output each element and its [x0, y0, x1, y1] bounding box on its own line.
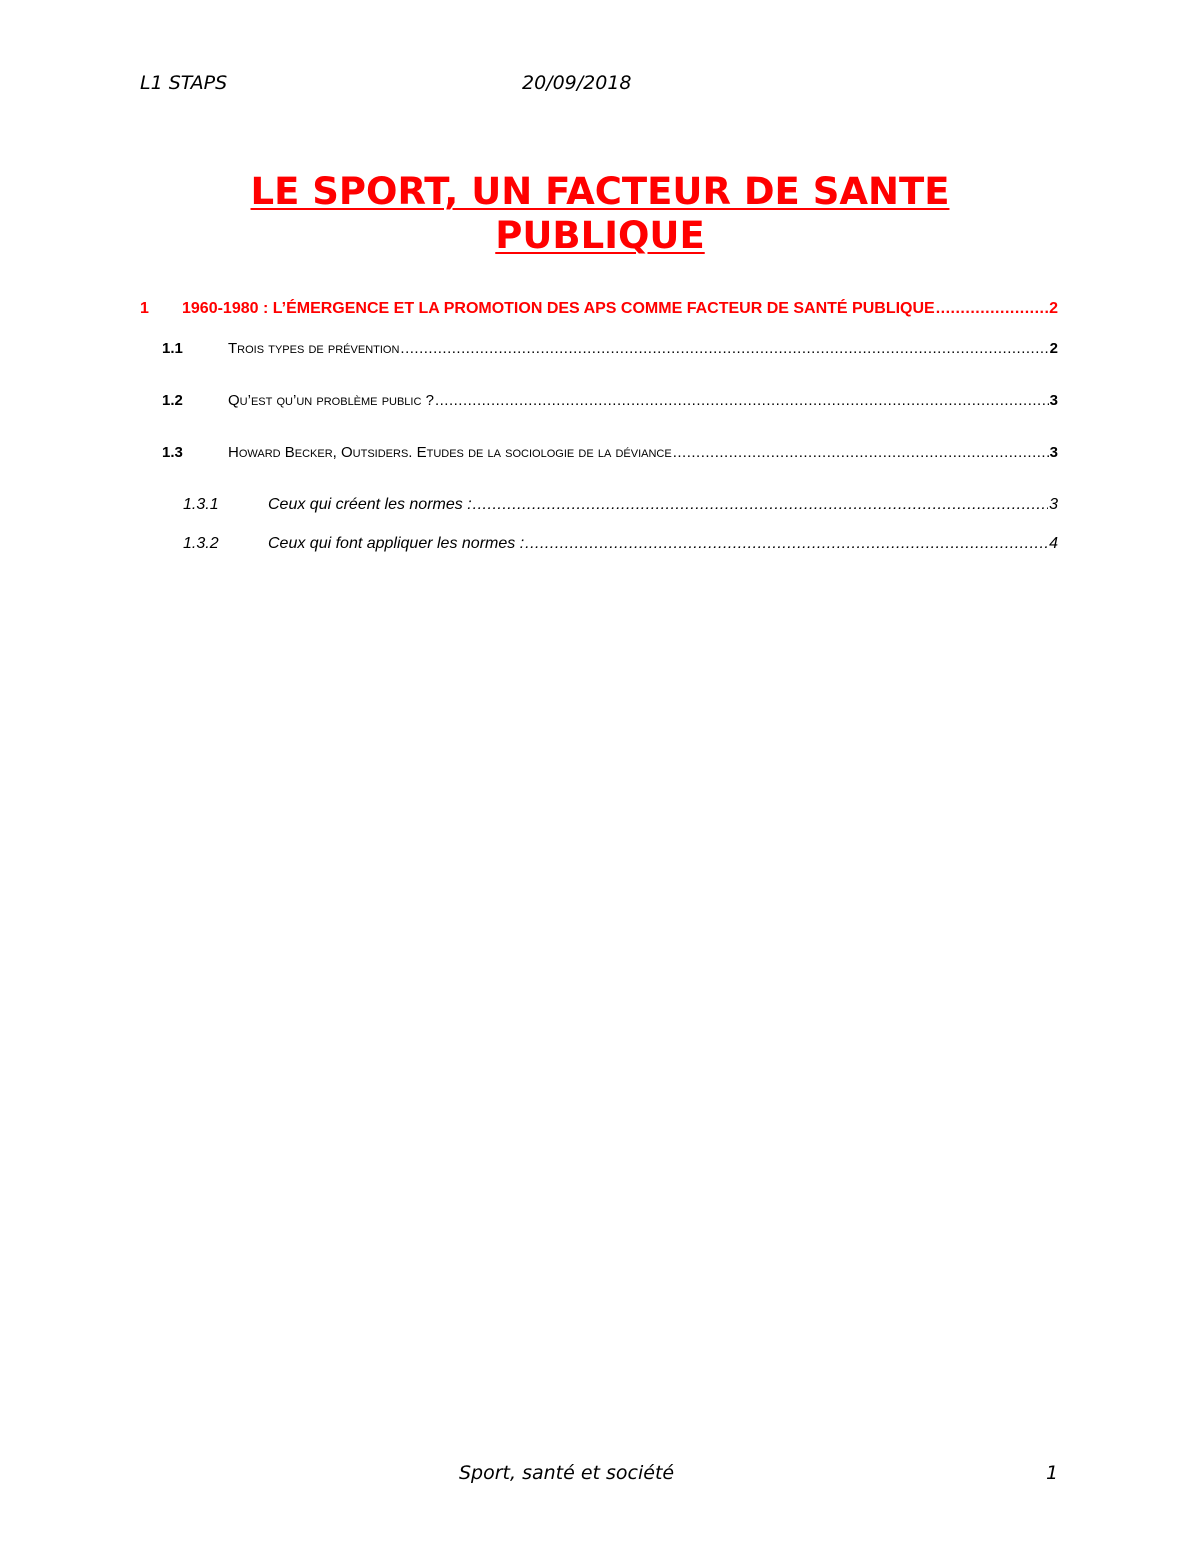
toc-leader	[473, 496, 1048, 514]
toc-number: 1.3.2	[183, 535, 219, 552]
toc-number: 1.3	[162, 444, 183, 461]
footer-course-title: Sport, santé et société	[459, 1462, 675, 1484]
toc-page-number: 4	[1049, 535, 1058, 552]
footer-page-number: 1	[1046, 1462, 1059, 1484]
toc-entry-1-3-1[interactable]	[183, 496, 1058, 514]
toc-title: Ceux qui font appliquer les normes :	[268, 535, 525, 552]
toc-page-number: 3	[1049, 444, 1058, 461]
toc-leader	[400, 340, 1048, 357]
toc-number: 1.2	[162, 392, 183, 409]
toc-leader	[673, 444, 1049, 461]
toc-page-number: 2	[1049, 340, 1058, 357]
toc-entry-1-1[interactable]	[162, 340, 1058, 357]
title-line-1: LE SPORT, UN FACTEUR DE SANTE	[250, 170, 950, 213]
toc-page-number: 3	[1049, 392, 1058, 409]
toc-entry-1-2[interactable]	[162, 392, 1058, 409]
header-date: 20/09/2018	[522, 72, 632, 94]
toc-number: 1.3.1	[183, 496, 219, 513]
toc-leader	[936, 300, 1048, 318]
document-title	[140, 170, 1060, 258]
header-course: L1 STAPS	[140, 72, 228, 94]
toc-title: Ceux qui créent les normes :	[268, 496, 472, 513]
toc-page-number: 2	[1049, 300, 1058, 317]
toc-entry-1-3[interactable]	[162, 444, 1058, 461]
toc-title: Trois types de prévention	[228, 340, 400, 357]
toc-entry-1-3-2[interactable]	[183, 535, 1058, 553]
toc-number: 1.1	[162, 340, 183, 357]
toc-page-number: 3	[1049, 496, 1058, 513]
toc-leader	[435, 392, 1049, 409]
toc-title: Qu’est qu’un problème public ?	[228, 392, 434, 409]
title-line-2: PUBLIQUE	[495, 214, 705, 257]
toc-leader	[525, 535, 1048, 553]
toc-number: 1	[140, 300, 149, 317]
toc-title: Howard Becker, Outsiders. Etudes de la sociologie de la déviance	[228, 444, 672, 461]
toc-title: 1960-1980 : L’ÉMERGENCE ET LA PROMOTION DES APS COMME FACTEUR DE SANTÉ PUBLIQUE	[182, 300, 935, 317]
toc-entry-1[interactable]	[140, 300, 1058, 318]
